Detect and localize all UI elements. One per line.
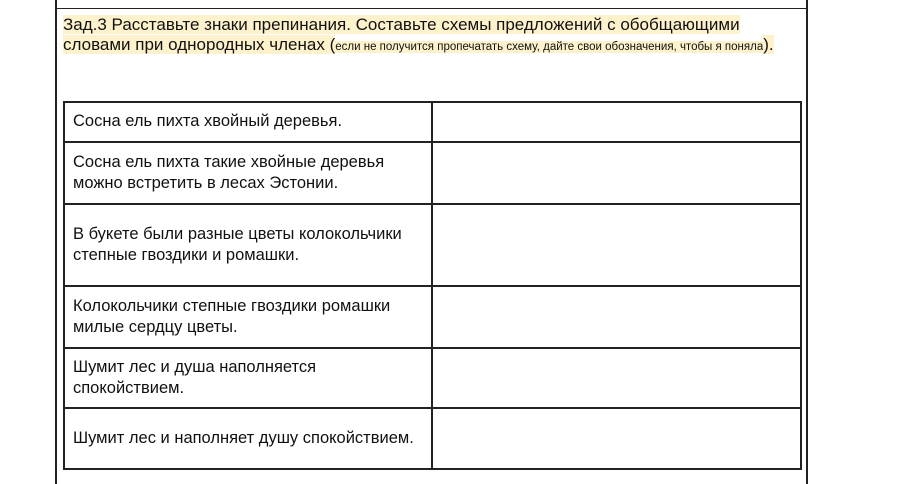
table-row <box>64 286 801 348</box>
scheme-cell[interactable] <box>432 348 801 408</box>
task-heading <box>63 15 801 57</box>
table-row <box>64 204 801 286</box>
task-title: Зад.3 Расставьте знаки препинания. Составьте схемы предложений с обобщающими словами при однородных членах <box>63 15 740 54</box>
sentence-cell: Шумит лес и наполняет душу спокойствием. <box>64 408 432 469</box>
sentence-cell: Сосна ель пихта такие хвойные деревья можно встретить в лесах Эстонии. <box>64 142 432 204</box>
scheme-cell[interactable] <box>432 408 801 469</box>
task-note: если не получится пропечатать схему, дайте свои обозначения, чтобы я поняла <box>335 41 764 53</box>
scheme-cell[interactable] <box>432 142 801 204</box>
table-row <box>64 102 801 142</box>
sentence-cell: Колокольчики степные гвоздики ромашки милые сердцу цветы. <box>64 286 432 348</box>
scheme-cell[interactable] <box>432 204 801 286</box>
sentence-cell: Сосна ель пихта хвойный деревья. <box>64 102 432 142</box>
table-row <box>64 348 801 408</box>
sentence-cell: В букете были разные цветы колокольчики степные гвоздики и ромашки. <box>64 204 432 286</box>
table-row <box>64 142 801 204</box>
exercise-table <box>63 101 802 470</box>
task-note-close: ). <box>763 35 774 54</box>
top-divider <box>55 8 808 9</box>
table-row <box>64 408 801 469</box>
scheme-cell[interactable] <box>432 286 801 348</box>
sentence-cell: Шумит лес и душа наполняется спокойствием. <box>64 348 432 408</box>
scheme-cell[interactable] <box>432 102 801 142</box>
task-note-open: ( <box>324 35 336 54</box>
